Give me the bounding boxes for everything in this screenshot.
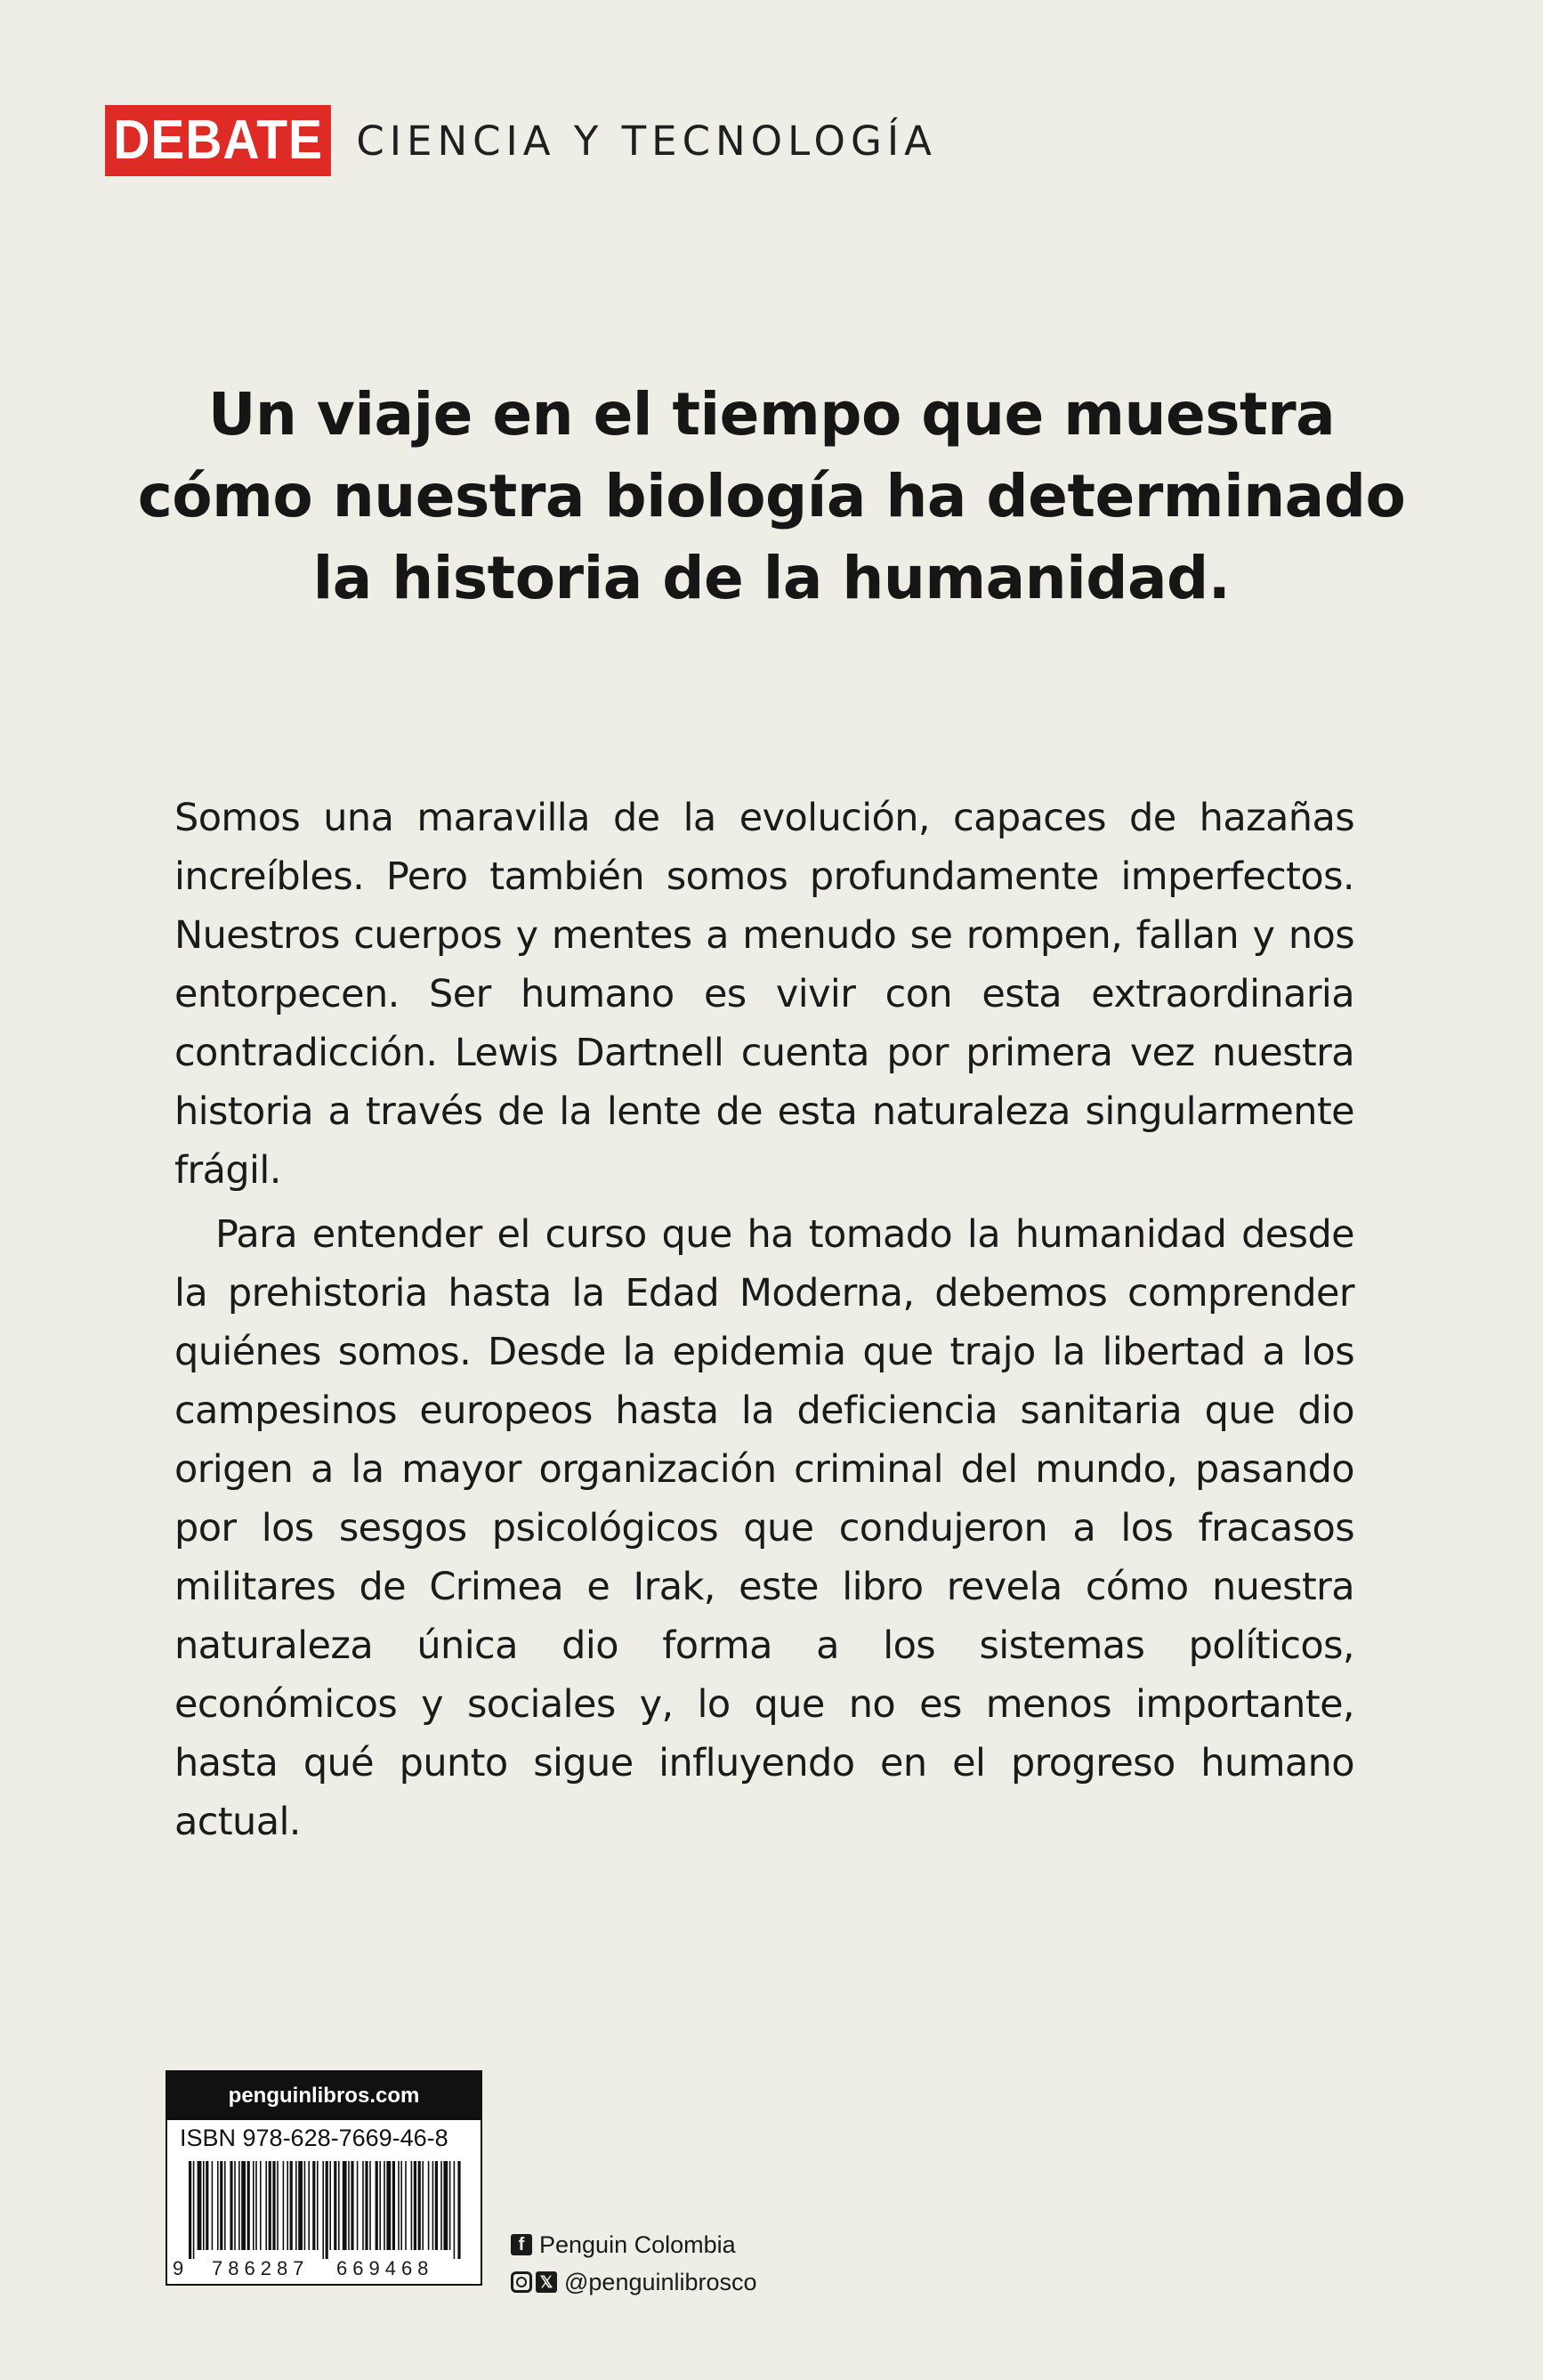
barcode-bar: [298, 2161, 303, 2250]
barcode-bar: [400, 2161, 402, 2250]
barcode-bar: [212, 2161, 214, 2250]
barcode-bar: [272, 2161, 275, 2250]
barcode-bar: [414, 2161, 416, 2250]
facebook-icon: f: [511, 2234, 532, 2255]
barcode-bar: [283, 2161, 285, 2250]
barcode-bar: [290, 2161, 293, 2250]
collection-name: CIENCIA Y TECNOLOGÍA: [356, 117, 937, 165]
barcode-bar: [224, 2161, 226, 2250]
facebook-label: Penguin Colombia: [539, 2230, 736, 2258]
description-paragraph: Para entender el curso que ha tomado la humanidad desde la prehistoria hasta la Edad Moderna, debemos comprender quiénes somos. Desde la epidemia que trajo la libertad a los campesinos europeos hasta la deficiencia sanitaria que dio origen a la mayor organización criminal del mundo, pasando por los sesgos psicológicos que condujeron a los fracasos militares de Crimea e Irak, este libro revela cómo nuestra naturaleza única dio forma a los sistemas políticos, económicos y sociales y, lo que no es menos importante, hasta qué punto sigue influyendo en el progreso humano actual.: [174, 1212, 1354, 1844]
social-handle: @penguinlibrosco: [564, 2268, 757, 2295]
barcode-bar: [428, 2161, 430, 2250]
social-links: [511, 2229, 757, 2303]
barcode-bar: [369, 2161, 371, 2250]
barcode-digits-left: 786287: [212, 2257, 310, 2279]
instagram-icon: [511, 2271, 532, 2293]
barcode-bar: [422, 2161, 424, 2250]
isbn-number: ISBN 978-628-7669-46-8: [180, 2125, 448, 2151]
barcode-bar: [189, 2161, 191, 2259]
barcode-bar: [220, 2161, 222, 2250]
barcode-bar: [384, 2161, 385, 2250]
barcode-bar: [432, 2161, 434, 2250]
barcode-bar: [247, 2161, 250, 2250]
barcode-bar: [440, 2161, 442, 2250]
barcode-bar: [405, 2161, 407, 2250]
barcode-bar: [234, 2161, 236, 2250]
barcode-bar: [317, 2161, 319, 2250]
barcode-bar: [277, 2161, 279, 2250]
tagline: [133, 374, 1410, 619]
barcode-bar: [326, 2161, 328, 2259]
facebook-row[interactable]: [511, 2229, 757, 2261]
barcode-bar: [343, 2161, 347, 2250]
barcode-bar: [260, 2161, 262, 2250]
website-link[interactable]: penguinlibros.com: [167, 2072, 481, 2120]
barcode-bar: [265, 2161, 267, 2250]
barcode-bar: [386, 2161, 391, 2250]
handle-row[interactable]: [511, 2266, 757, 2298]
tagline-line: la historia de la humanidad.: [312, 544, 1231, 612]
barcode-bar: [253, 2161, 254, 2250]
barcode-digits: [167, 2255, 481, 2282]
barcode-bar: [295, 2161, 297, 2250]
barcode-bar: [376, 2161, 378, 2250]
barcode-bar: [230, 2161, 232, 2250]
barcode-bar: [312, 2161, 315, 2250]
barcode: [185, 2161, 463, 2259]
barcode-bar: [379, 2161, 381, 2250]
barcode-bar: [435, 2161, 438, 2250]
barcode-digit-first: 9: [173, 2257, 184, 2279]
publisher-header: [105, 105, 937, 176]
barcode-bar: [392, 2161, 395, 2250]
isbn-barcode-box: [166, 2070, 482, 2286]
barcode-bar: [203, 2161, 205, 2250]
barcode-bar: [398, 2161, 400, 2250]
barcode-bar: [269, 2161, 271, 2250]
barcode-bar: [329, 2161, 331, 2250]
barcode-bar: [362, 2161, 364, 2250]
barcode-bar: [334, 2161, 336, 2250]
description-paragraph: Somos una maravilla de la evolución, capaces de hazañas increíbles. Pero también somos profundamente imperfectos. Nuestros cuerpos y mentes a menudo se rompen, fallan y nos entorpecen. Ser humano es vivir con esta extraordinaria contradicción. Lewis Dartnell cuenta por primera vez nuestra historia a través de la lente de esta naturaleza singularmente frágil.: [174, 796, 1354, 1193]
barcode-bar: [217, 2161, 219, 2250]
barcode-bar: [322, 2161, 324, 2259]
book-description: [174, 789, 1354, 1851]
x-icon: 𝕏: [536, 2271, 557, 2293]
barcode-bar: [338, 2161, 340, 2250]
barcode-bar: [357, 2161, 359, 2250]
barcode-bar: [418, 2161, 421, 2250]
barcode-bar: [351, 2161, 353, 2250]
barcode-bar: [304, 2161, 306, 2250]
barcode-bar: [308, 2161, 310, 2250]
barcode-bar: [255, 2161, 257, 2250]
barcode-bar: [454, 2161, 456, 2259]
barcode-bar: [411, 2161, 413, 2250]
barcode-bar: [365, 2161, 368, 2250]
barcode-bar: [449, 2161, 451, 2250]
barcode-digits-right: 669468: [336, 2257, 434, 2279]
barcode-bar: [193, 2161, 195, 2259]
tagline-line: cómo nuestra biología ha determinado: [137, 462, 1406, 530]
publisher-logo[interactable]: DEBATE: [105, 105, 331, 176]
barcode-bar: [287, 2161, 288, 2250]
tagline-line: Un viaje en el tiempo que muestra: [207, 380, 1336, 449]
barcode-bar: [348, 2161, 350, 2250]
barcode-bar: [206, 2161, 208, 2250]
barcode-bar: [443, 2161, 448, 2250]
barcode-bar: [238, 2161, 240, 2250]
barcode-bar: [457, 2161, 460, 2259]
barcode-bar: [241, 2161, 246, 2250]
barcode-bar: [198, 2161, 202, 2250]
